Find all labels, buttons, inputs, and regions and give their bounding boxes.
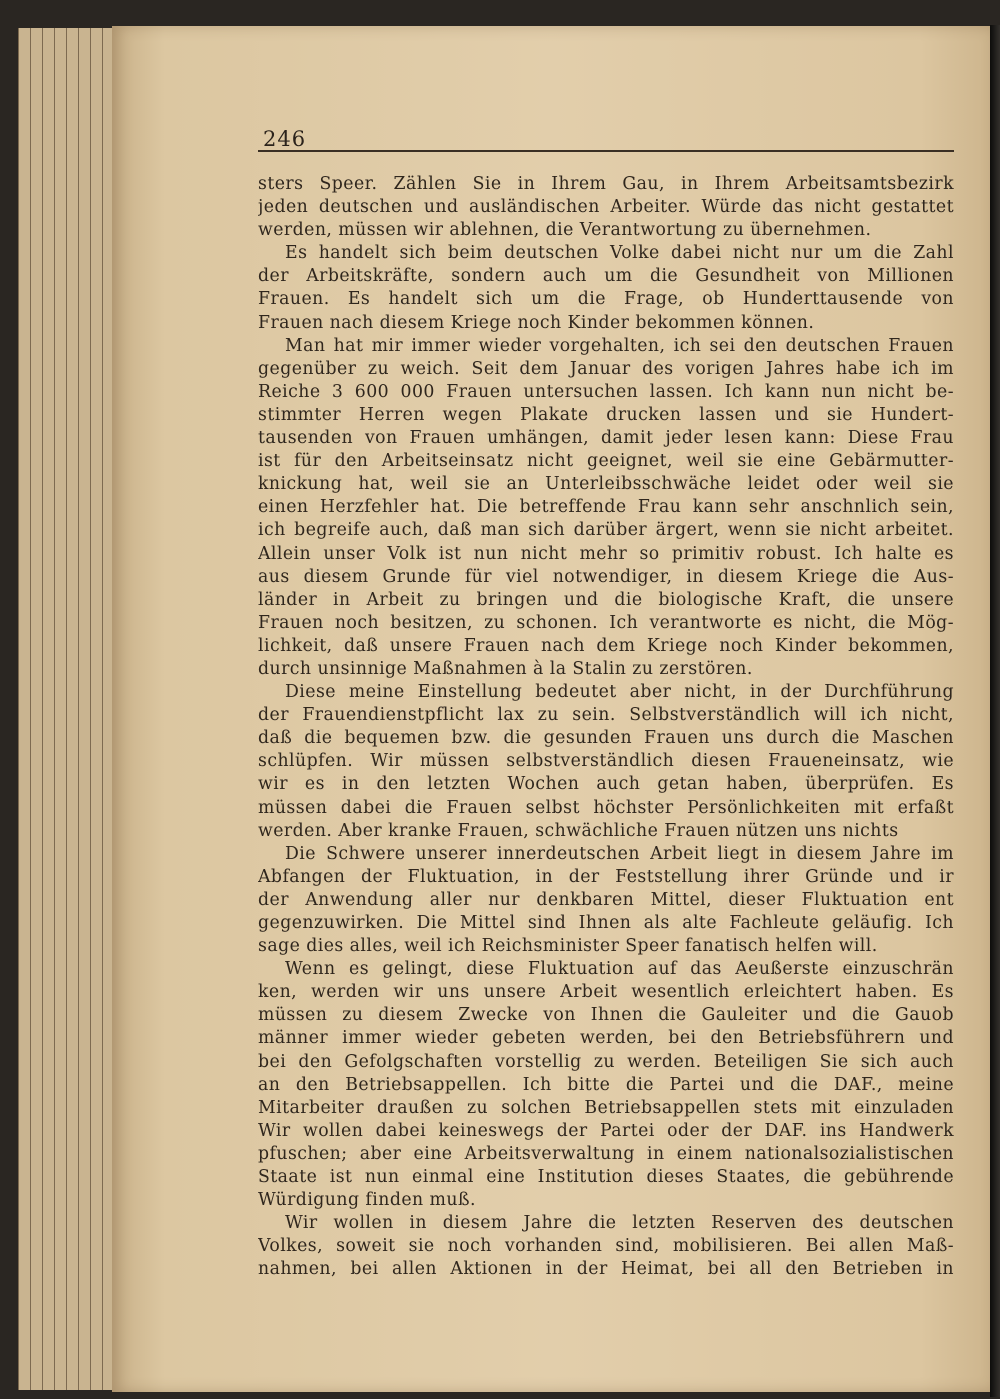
paragraph [258, 335, 954, 681]
paragraph [258, 681, 954, 843]
text-line: Wir wollen in diesem Jahre die letzten Reserven des deutschen [285, 1213, 954, 1234]
text-line: Man hat mir immer wieder vorgehalten, ich sei den deutschen Frauen [285, 335, 954, 356]
text-line: stimmter Herren wegen Plakate drucken lassen und sie Hundert- [258, 404, 954, 425]
paragraph [258, 958, 954, 1212]
text-line: gegenzuwirken. Die Mittel sind Ihnen als alte Fachleute geläufig. Ich [258, 913, 954, 933]
text-line: jeden deutschen und ausländischen Arbeiter. Würde das nicht gestattet [258, 197, 954, 218]
text-line: werden, müssen wir ablehnen, die Verantwortung zu übernehmen. [258, 220, 872, 241]
text-line: knickung hat, weil sie an Unterleibsschwäche leidet oder weil sie [258, 474, 954, 495]
paragraph [258, 173, 954, 242]
text-line: gegenüber zu weich. Seit dem Januar des vorigen Jahres habe ich im [258, 358, 954, 379]
text-line: Wenn es gelingt, diese Fluktuation auf das Aeußerste einzuschrän [285, 959, 954, 980]
text-line: tausenden von Frauen umhängen, damit jeder lesen kann: Diese Frau [258, 428, 954, 449]
paragraph [258, 843, 954, 958]
text-line: müssen zu diesem Zwecke von Ihnen die Gauleiter und die Gauob [258, 1005, 954, 1026]
text-line: aus diesem Grunde für viel notwendiger, in diesem Kriege die Aus- [258, 566, 954, 587]
text-line: lichkeit, daß unsere Frauen nach dem Kriege noch Kinder bekommen, [258, 635, 954, 656]
page-number: 246 [263, 127, 307, 151]
text-line: Frauen. Es handelt sich um die Frage, ob Hunderttausende von [258, 289, 954, 310]
text-line: Allein unser Volk ist nun nicht mehr so primitiv robust. Ich halte es [258, 543, 954, 564]
text-line: ist für den Arbeitseinsatz nicht geeignet, weil sie eine Gebärmutter- [258, 451, 954, 472]
text-line: Es handelt sich beim deutschen Volke dabei nicht nur um die Zahl [285, 243, 954, 264]
text-line: der Anwendung aller nur denkbaren Mittel, dieser Fluktuation ent [258, 889, 954, 910]
header-rule [258, 150, 954, 152]
text-line: pfuschen; aber eine Arbeitsverwaltung in einem nationalsozialistischen [258, 1143, 954, 1164]
text-line: nahmen, bei allen Aktionen in der Heimat, bei all den Betrieben in [258, 1259, 954, 1280]
text-line: wir es in den letzten Wochen auch getan haben, überprüfen. Es [258, 774, 954, 795]
text-line: Diese meine Einstellung bedeutet aber nicht, in der Durchführung [285, 682, 954, 703]
body-text [258, 173, 954, 1282]
text-line: männer immer wieder gebeten werden, bei den Betriebsführern und [258, 1028, 954, 1049]
scan-border [990, 25, 1000, 1397]
text-line: einen Herzfehler hat. Die betreffende Frau kann sehr anschnlich sein, [258, 497, 954, 518]
text-line: Die Schwere unserer innerdeutschen Arbeit liegt in diesem Jahre im [285, 843, 954, 864]
text-line: Würdigung finden muß. [258, 1190, 476, 1211]
text-line: sters Speer. Zählen Sie in Ihrem Gau, in Ihrem Arbeitsamtsbezirk [258, 174, 954, 194]
text-line: Mitarbeiter draußen zu solchen Betriebsappellen stets mit einzuladen [258, 1097, 954, 1118]
text-line: der Frauendienstpflicht lax zu sein. Selbstverständlich will ich nicht, [258, 705, 954, 726]
text-line: ken, werden wir uns unsere Arbeit wesentlich erleichtert haben. Es [258, 982, 954, 1003]
text-line: Staate ist nun einmal eine Institution dieses Staates, die gebührende [258, 1167, 954, 1188]
text-line: Frauen noch besitzen, zu schonen. Ich verantworte es nicht, die Mög- [258, 612, 954, 633]
text-line: Wir wollen dabei keineswegs der Partei oder der DAF. ins Handwerk [258, 1120, 954, 1141]
text-line: sage dies alles, weil ich Reichsminister Speer fanatisch helfen will. [258, 936, 878, 957]
text-line: Volkes, soweit sie noch vorhanden sind, mobilisieren. Bei allen Maß- [258, 1236, 954, 1257]
paragraph [258, 1212, 954, 1281]
text-line: Frauen nach diesem Kriege noch Kinder bekommen können. [258, 312, 815, 333]
text-line: daß die bequemen bzw. die gesunden Frauen uns durch die Maschen [258, 728, 954, 749]
text-line: Abfangen der Fluktuation, in der Feststellung ihrer Gründe und ir [258, 866, 954, 887]
text-line: der Arbeitskräfte, sondern auch um die Gesundheit von Millionen [258, 266, 954, 287]
paragraph [258, 242, 954, 334]
text-line: bei den Gefolgschaften vorstellig zu werden. Beteiligen Sie sich auch [258, 1051, 954, 1072]
text-line: müssen dabei die Frauen selbst höchster Persönlichkeiten mit erfaßt [258, 797, 954, 818]
text-line: durch unsinnige Maßnahmen à la Stalin zu zerstören. [258, 658, 753, 679]
text-line: ich begreife auch, daß man sich darüber ärgert, wenn sie nicht arbeitet. [258, 520, 954, 541]
text-line: Reiche 3 600 000 Frauen untersuchen lassen. Ich kann nun nicht be- [258, 381, 954, 402]
text-line: werden. Aber kranke Frauen, schwächliche Frauen nützen uns nichts [258, 820, 899, 841]
text-line: schlüpfen. Wir müssen selbstverständlich diesen Fraueneinsatz, wie [258, 751, 954, 772]
text-line: länder in Arbeit zu bringen und die biologische Kraft, die unsere [258, 589, 954, 610]
text-line: an den Betriebsappellen. Ich bitte die Partei und die DAF., meine [258, 1074, 954, 1095]
